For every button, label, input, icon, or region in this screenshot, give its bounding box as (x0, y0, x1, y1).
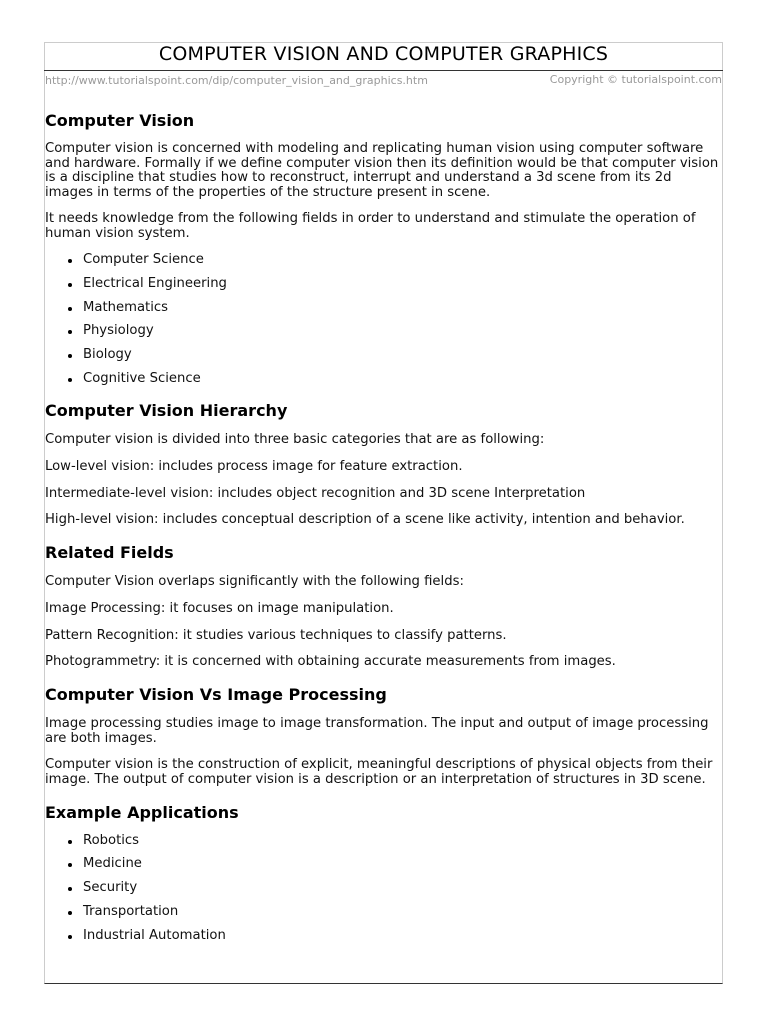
title-divider (44, 70, 723, 71)
list-item: Electrical Engineering (45, 277, 721, 292)
paragraph: It needs knowledge from the following fields in order to understand and stimulate the operation of human vision system. (45, 210, 696, 241)
fields-list (45, 253, 721, 386)
source-url-link[interactable]: http://www.tutorialspoint.com/dip/computer_vision_and_graphics.htm (45, 74, 428, 87)
paragraph: Low-level vision: includes process image for feature extraction. (45, 459, 463, 475)
section-heading: Example Applications (45, 802, 239, 822)
list-item: Medicine (45, 857, 721, 872)
article-body (45, 110, 721, 943)
page-title: COMPUTER VISION AND COMPUTER GRAPHICS (158, 43, 609, 65)
paragraph: Computer vision is the construction of explicit, meaningful descriptions of physical objects from their image. The output of computer vision is a description or an interpretation of structures in 3D scene. (45, 757, 713, 788)
list-item: Physiology (45, 324, 721, 339)
paragraph: Image processing studies image to image transformation. The input and output of image processing are both images. (45, 715, 709, 746)
section-hierarchy (45, 400, 721, 528)
section-example-applications (45, 802, 721, 943)
list-item: Biology (45, 348, 721, 363)
section-heading: Computer Vision (45, 111, 195, 130)
paragraph: Intermediate-level vision: includes object recognition and 3D scene Interpretation (45, 485, 586, 501)
paragraph: Computer vision is concerned with modeling and replicating human vision using computer software and hardware. Formally if we define computer vision then its definition would be that computer vision is a discipline that studies how to reconstruct, interrupt and understand a 3d scene from its 2d images in terms of the properties of the structure present in scene. (45, 141, 719, 201)
paragraph: Photogrammetry: it is concerned with obtaining accurate measurements from images. (45, 654, 616, 670)
list-item: Mathematics (45, 301, 721, 316)
section-heading: Computer Vision Vs Image Processing (45, 684, 387, 704)
list-item: Robotics (45, 834, 721, 849)
section-related-fields (45, 542, 721, 670)
list-item: Industrial Automation (45, 929, 721, 944)
copyright-notice: Copyright © tutorialspoint.com (549, 73, 722, 86)
section-heading: Related Fields (45, 543, 174, 563)
section-vision-vs-processing (45, 684, 721, 788)
applications-list (45, 834, 721, 943)
list-item: Computer Science (45, 253, 721, 268)
paragraph: Pattern Recognition: it studies various techniques to classify patterns. (45, 627, 507, 643)
section-heading: Computer Vision Hierarchy (45, 401, 288, 421)
paragraph: High-level vision: includes conceptual description of a scene like activity, intention and behavior. (45, 512, 685, 528)
list-item: Cognitive Science (45, 372, 721, 387)
paragraph: Image Processing: it focuses on image manipulation. (45, 600, 394, 616)
section-computer-vision (45, 110, 721, 386)
list-item: Security (45, 881, 721, 896)
paragraph: Computer Vision overlaps significantly with the following fields: (45, 574, 464, 590)
list-item: Transportation (45, 905, 721, 920)
paragraph: Computer vision is divided into three basic categories that are as following: (45, 432, 545, 448)
